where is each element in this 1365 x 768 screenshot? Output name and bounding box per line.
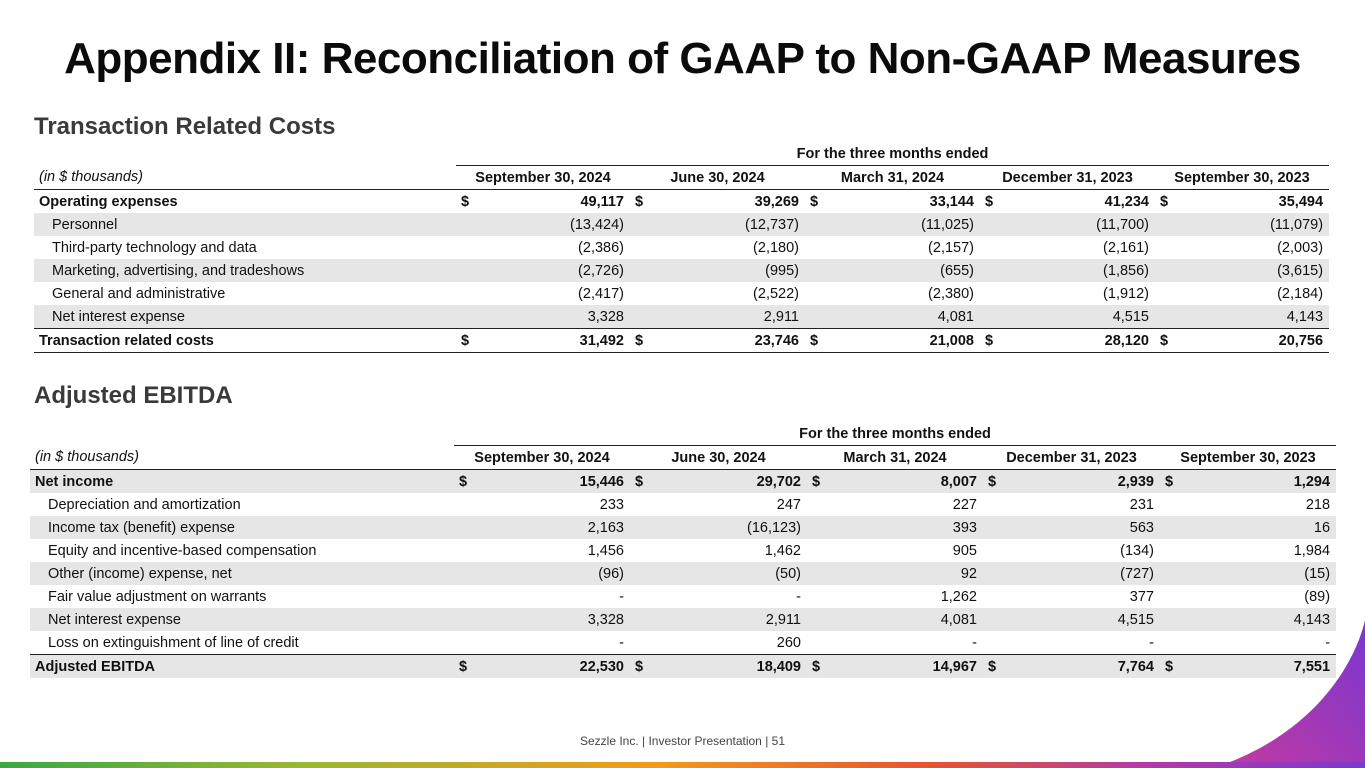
cell-value: 4,143	[1180, 608, 1336, 631]
period-header: September 30, 2023	[1155, 166, 1329, 190]
column-header-row	[30, 446, 1336, 470]
cell-value: 247	[776, 496, 801, 513]
row-label: Marketing, advertising, and tradeshows	[34, 259, 456, 282]
currency-symbol: $	[630, 655, 650, 679]
cell-value: 18,409	[650, 655, 807, 679]
period-header: December 31, 2023	[980, 166, 1155, 190]
currency-symbol: $	[456, 329, 476, 353]
units-label: (in $ thousands)	[34, 166, 456, 190]
currency-symbol: $	[454, 655, 474, 679]
table-row	[34, 236, 1329, 259]
period-header: June 30, 2024	[630, 166, 805, 190]
cell-value: 233	[599, 496, 624, 513]
table-row	[30, 585, 1336, 608]
cell-value: (15)	[1180, 562, 1336, 585]
cell-value: 1,294	[1180, 470, 1336, 494]
row-label: Other (income) expense, net	[30, 562, 454, 585]
cell-value: (2,417)	[578, 285, 624, 302]
cell-value: 1,984	[1293, 542, 1331, 559]
adjusted-ebitda-heading: Adjusted EBITDA	[34, 382, 233, 409]
cell-value: 905	[952, 542, 977, 559]
cell-value: 1,462	[764, 542, 801, 559]
cell-value: (655)	[825, 259, 980, 282]
cell-value: 1,262	[940, 588, 977, 605]
currency-symbol: $	[810, 193, 819, 210]
cell-value: 8,007	[827, 470, 983, 494]
cell-value: (2,157)	[928, 239, 974, 256]
currency-symbol: $	[454, 470, 474, 494]
row-label: Equity and incentive-based compensation	[48, 542, 317, 559]
cell-value: (50)	[650, 562, 807, 585]
currency-symbol: $	[980, 329, 1000, 353]
total-row	[30, 655, 1336, 679]
currency-symbol: $	[983, 470, 1003, 494]
row-label: Net interest expense	[34, 305, 456, 329]
adjusted-ebitda-table	[30, 423, 1336, 678]
cell-value: 7,551	[1180, 655, 1336, 679]
transaction-costs-table	[34, 143, 1329, 353]
table-row	[30, 562, 1336, 585]
cell-value: 16	[1180, 516, 1336, 539]
row-label: Adjusted EBITDA	[30, 655, 454, 679]
footer-text: Sezzle Inc. | Investor Presentation | 51	[579, 734, 785, 748]
cell-value: -	[972, 634, 977, 651]
cell-value: 4,081	[825, 305, 980, 329]
cell-value: 4,515	[1000, 305, 1155, 329]
table-row	[30, 470, 1336, 494]
cell-value: 21,008	[825, 329, 980, 353]
cell-value: 23,746	[650, 329, 805, 353]
table-row	[30, 539, 1336, 562]
table-row	[34, 282, 1329, 305]
period-header: September 30, 2023	[1160, 446, 1336, 470]
span-header-row	[34, 143, 1329, 166]
row-label: Loss on extinguishment of line of credit	[48, 634, 299, 651]
row-label: Operating expenses	[39, 193, 178, 210]
cell-value: 14,967	[827, 655, 983, 679]
units-label: (in $ thousands)	[30, 446, 454, 470]
currency-symbol: $	[1155, 329, 1175, 353]
currency-symbol: $	[630, 470, 650, 494]
cell-value: 1,456	[587, 542, 624, 559]
cell-value: 2,911	[650, 305, 805, 329]
cell-value: 2,163	[474, 516, 630, 539]
cell-value: -	[796, 588, 801, 605]
table-row	[30, 493, 1336, 516]
cell-value: 49,117	[580, 193, 624, 210]
period-header: September 30, 2024	[454, 446, 630, 470]
cell-value: (11,700)	[1000, 213, 1155, 236]
cell-value: 22,530	[474, 655, 630, 679]
brand-corner-swoosh	[1230, 620, 1365, 768]
period-header: June 30, 2024	[630, 446, 807, 470]
cell-value: 7,764	[1003, 655, 1160, 679]
cell-value: 377	[1129, 588, 1154, 605]
cell-value: (2,726)	[476, 259, 630, 282]
cell-value: (1,912)	[1103, 285, 1149, 302]
cell-value: 2,911	[650, 608, 807, 631]
cell-value: (134)	[1120, 542, 1154, 559]
cell-value: -	[1149, 634, 1154, 651]
row-label: Income tax (benefit) expense	[30, 516, 454, 539]
cell-value: 29,702	[650, 470, 807, 494]
currency-symbol: $	[985, 193, 994, 210]
cell-value: 227	[952, 496, 977, 513]
currency-symbol: $	[1160, 655, 1180, 679]
currency-symbol: $	[635, 193, 644, 210]
cell-value: (12,737)	[650, 213, 805, 236]
currency-symbol: $	[983, 655, 1003, 679]
cell-value: 218	[1305, 496, 1331, 513]
table-row	[34, 190, 1329, 214]
cell-value: -	[1325, 634, 1331, 651]
cell-value: (2,522)	[753, 285, 799, 302]
period-header: March 31, 2024	[807, 446, 983, 470]
cell-value: 2,939	[1003, 470, 1160, 494]
cell-value: 20,756	[1175, 329, 1329, 353]
currency-symbol: $	[630, 329, 650, 353]
span-header: For the three months ended	[456, 143, 1329, 166]
cell-value: (2,386)	[578, 239, 624, 256]
cell-value: 92	[827, 562, 983, 585]
cell-value: (1,856)	[1000, 259, 1155, 282]
row-label: Personnel	[34, 213, 456, 236]
row-label: Fair value adjustment on warrants	[48, 588, 267, 605]
cell-value: 4,081	[827, 608, 983, 631]
cell-value: 33,144	[929, 193, 974, 210]
span-header: For the three months ended	[454, 423, 1336, 446]
brand-gradient-bar	[0, 762, 1365, 768]
cell-value: 563	[1003, 516, 1160, 539]
cell-value: (89)	[1304, 588, 1331, 605]
cell-value: (13,424)	[476, 213, 630, 236]
span-header-row	[30, 423, 1336, 446]
period-header: March 31, 2024	[805, 166, 980, 190]
cell-value: 3,328	[474, 608, 630, 631]
currency-symbol: $	[805, 329, 825, 353]
cell-value: (727)	[1003, 562, 1160, 585]
cell-value: -	[619, 588, 624, 605]
period-header: December 31, 2023	[983, 446, 1160, 470]
period-header: September 30, 2024	[456, 166, 630, 190]
currency-symbol: $	[1160, 470, 1180, 494]
row-label: Transaction related costs	[34, 329, 456, 353]
cell-value: 28,120	[1000, 329, 1155, 353]
currency-symbol: $	[807, 470, 827, 494]
cell-value: 41,234	[1104, 193, 1149, 210]
column-header-row	[34, 166, 1329, 190]
page-title: Appendix II: Reconciliation of GAAP to Non-GAAP Measures	[64, 34, 1301, 83]
cell-value: 4,515	[1003, 608, 1160, 631]
row-label: General and administrative	[52, 285, 226, 302]
cell-value: 3,328	[476, 305, 630, 329]
cell-value: 4,143	[1175, 305, 1329, 329]
table-row	[34, 305, 1329, 329]
cell-value: 15,446	[474, 470, 630, 494]
cell-value: 39,269	[754, 193, 799, 210]
table-row	[30, 631, 1336, 655]
cell-value: (2,161)	[1103, 239, 1149, 256]
cell-value: (3,615)	[1175, 259, 1329, 282]
currency-symbol: $	[461, 193, 470, 210]
table-row	[30, 516, 1336, 539]
total-row	[34, 329, 1329, 353]
row-label: Net income	[30, 470, 454, 494]
row-label: Net interest expense	[30, 608, 454, 631]
table-row	[30, 608, 1336, 631]
row-label: Third-party technology and data	[52, 239, 257, 256]
table-row	[34, 259, 1329, 282]
cell-value: 35,494	[1278, 193, 1324, 210]
cell-value: (16,123)	[650, 516, 807, 539]
cell-value: (2,184)	[1277, 285, 1324, 302]
transaction-costs-heading: Transaction Related Costs	[34, 113, 336, 140]
cell-value: (995)	[650, 259, 805, 282]
cell-value: (2,380)	[928, 285, 974, 302]
cell-value: -	[619, 634, 624, 651]
cell-value: (2,003)	[1277, 239, 1324, 256]
cell-value: (11,079)	[1175, 213, 1329, 236]
currency-symbol: $	[1160, 193, 1169, 210]
currency-symbol: $	[807, 655, 827, 679]
cell-value: 231	[1129, 496, 1154, 513]
row-label: Depreciation and amortization	[48, 496, 241, 513]
cell-value: (2,180)	[753, 239, 799, 256]
cell-value: 31,492	[476, 329, 630, 353]
cell-value: 393	[827, 516, 983, 539]
table-row	[34, 213, 1329, 236]
cell-value: (96)	[474, 562, 630, 585]
cell-value: (11,025)	[825, 213, 980, 236]
cell-value: 260	[776, 634, 801, 651]
